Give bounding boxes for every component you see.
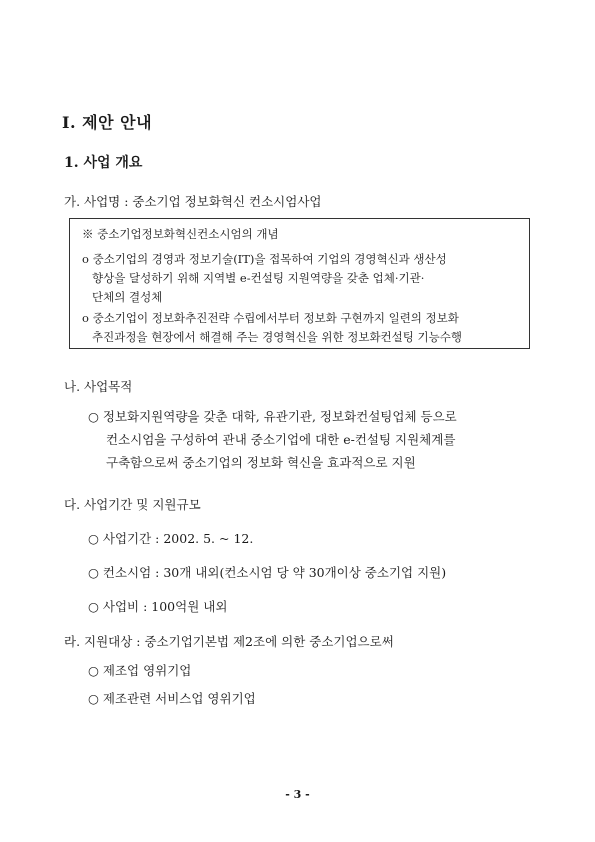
page-number: - 3 -: [285, 788, 310, 801]
box-bullet1-line2: 향상을 달성하기 위해 지역별 e-컨설팅 지원역량을 갖춘 업체·기관·: [92, 271, 425, 285]
box-bullet1-line1: o 중소기업의 경영과 정보기술(IT)을 접목하여 기업의 경영혁신과 생산성: [82, 252, 447, 266]
box-bullet1-line3: 단체의 결성체: [92, 290, 163, 304]
box-title: ※ 중소기업정보화혁신컨소시엄의 개념: [82, 227, 279, 241]
purpose-line2: 컨소시엄을 구성하여 관내 중소기업에 대한 e-컨설팅 지원체계를: [106, 432, 456, 447]
item-da-period-scale: 다. 사업기간 및 지원규모: [64, 497, 201, 512]
period-item: ○ 사업기간 : 2002. 5. ~ 12.: [88, 531, 254, 546]
subsection-heading: 1. 사업 개요: [64, 155, 143, 171]
budget-item: ○ 사업비 : 100억원 내외: [88, 599, 228, 614]
purpose-line3: 구축함으로써 중소기업의 정보화 혁신을 효과적으로 지원: [106, 455, 416, 470]
target-manufacturing: ○ 제조업 영위기업: [88, 663, 192, 678]
purpose-line1: ○ 정보화지원역량을 갖춘 대학, 유관기관, 정보화컨설팅업체 등으로: [88, 409, 457, 424]
item-ra-target: 라. 지원대상 : 중소기업기본법 제2조에 의한 중소기업으로써: [64, 634, 394, 649]
concept-box: [69, 218, 530, 349]
consortium-item: ○ 컨소시엄 : 30개 내외(컨소시엄 당 약 30개이상 중소기업 지원): [88, 565, 447, 580]
target-services: ○ 제조관련 서비스업 영위기업: [88, 691, 256, 706]
box-bullet2-line1: o 중소기업이 정보화추진전략 수립에서부터 정보화 구현까지 일련의 정보화: [82, 311, 459, 325]
section-heading: I. 제안 안내: [62, 113, 153, 132]
item-na-purpose: 나. 사업목적: [64, 379, 133, 394]
box-bullet2-line2: 추진과정을 현장에서 해결해 주는 경영혁신을 위한 정보화컨설팅 기능수행: [92, 330, 462, 344]
item-ga-project-name: 가. 사업명 : 중소기업 정보화혁신 컨소시엄사업: [64, 194, 322, 209]
